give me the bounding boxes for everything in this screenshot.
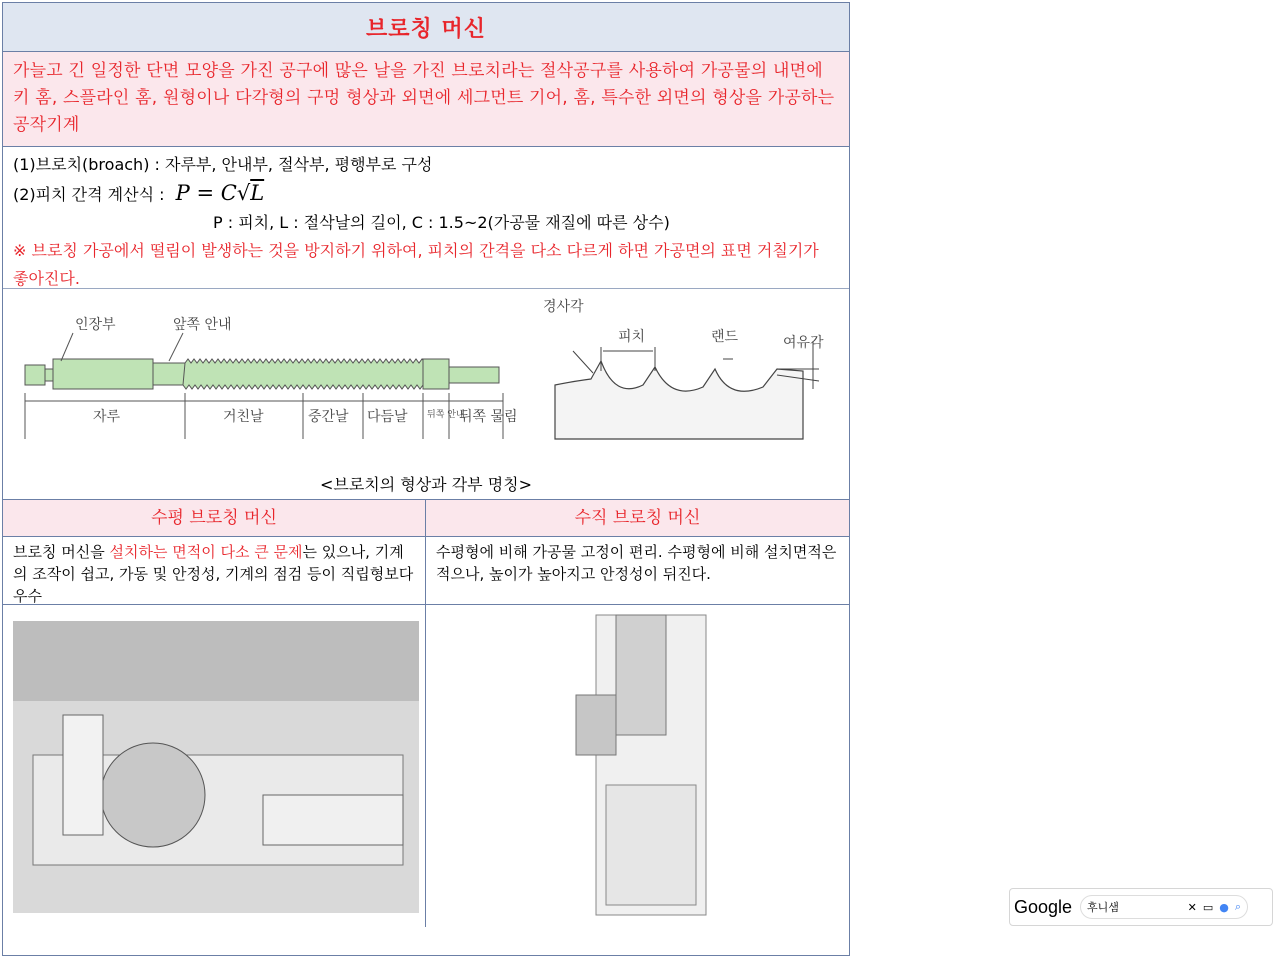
vertical-desc: 수평형에 비해 가공물 고정이 편리. 수평형에 비해 설치면적은 적으나, 높이가 높아지고 안정성이 뒤진다. <box>426 537 849 605</box>
rear-grip <box>449 367 499 383</box>
warning-note: ※ 브로칭 가공에서 떨림이 발생하는 것을 방지하기 위하여, 피치의 간격을 다소 다르게 하면 가공면의 표면 거칠기가 좋아진다. <box>13 241 819 288</box>
horizontal-header: 수평 브로칭 머신 <box>3 500 426 537</box>
google-search-field[interactable] <box>1080 895 1248 919</box>
front-guide <box>153 363 185 385</box>
cutting-teeth <box>183 359 425 389</box>
horizontal-machine-image <box>3 605 426 927</box>
keyboard-icon[interactable]: ▭ <box>1202 900 1214 914</box>
vertical-photo <box>426 605 1242 927</box>
label-finish: 다듬날 <box>367 409 408 425</box>
spec-pitch <box>13 179 839 209</box>
document-page <box>2 2 1242 956</box>
label-shank: 자루 <box>93 409 121 425</box>
label-clearance: 여유각 <box>783 335 824 351</box>
label-pull: 인장부 <box>75 317 116 333</box>
pitch-formula: P = C√L <box>175 181 265 205</box>
spec-pitch-label: (2)피치 간격 계산식 : <box>13 185 165 204</box>
search-query: 후니샘 <box>1087 901 1119 914</box>
broach-diagram <box>3 289 849 471</box>
vertical-machine-image <box>426 605 849 927</box>
shank <box>53 359 153 389</box>
comparison-table <box>3 500 1242 927</box>
broach-diagram-svg <box>3 289 849 471</box>
neck <box>45 369 53 381</box>
label-land: 랜드 <box>711 329 739 345</box>
intro-text: 가늘고 긴 일정한 단면 모양을 가진 공구에 많은 날을 가진 브로치라는 절삭공구를 사용하여 가공물의 내면에 키 홈, 스플라인 홈, 원형이나 다각형의 구멍 형상과 외면에 세그먼트 기어, 홈, 특수한 외면의 형상을 가공하는 공작기계 <box>3 52 849 147</box>
label-rear-grip: 뒤쪽 물림 <box>459 409 518 425</box>
rear-guide <box>423 359 449 389</box>
horizontal-desc: 브로칭 머신을 설치하는 면적이 다소 큰 문제는 있으나, 기계의 조작이 쉽고, 가동 및 안정성, 기계의 점검 등이 직립형보다 우수 <box>3 537 426 605</box>
horizontal-photo <box>3 605 426 927</box>
spec-section <box>3 147 849 289</box>
title-bar <box>3 3 849 52</box>
search-icon[interactable]: ⌕ <box>1234 900 1242 913</box>
close-icon[interactable]: ✕ <box>1187 900 1197 914</box>
formula-legend: P : 피치, L : 절삭날의 길이, C : 1.5~2(가공물 재질에 따른 상수) <box>213 213 670 232</box>
label-pitch: 피치 <box>618 329 646 345</box>
label-mid: 중간날 <box>308 409 349 425</box>
diagram-caption: <브로치의 형상과 각부 명칭> <box>3 471 849 500</box>
spec-broach: (1)브로치(broach) : 자루부, 안내부, 절삭부, 평행부로 구성 <box>13 155 433 174</box>
label-front-guide: 앞쪽 안내 <box>173 317 232 333</box>
page-title: 브로칭 머신 <box>366 16 486 42</box>
google-logo: Google <box>1014 896 1073 917</box>
google-search-bar[interactable] <box>1009 888 1273 926</box>
label-rough: 거친날 <box>223 409 264 425</box>
vertical-header: 수직 브로칭 머신 <box>426 500 849 537</box>
mic-icon[interactable]: ● <box>1219 900 1229 914</box>
label-rear-guide: 뒤쪽 안내 <box>427 410 465 420</box>
pull-end <box>25 365 45 385</box>
label-rake: 경사각 <box>543 299 584 315</box>
